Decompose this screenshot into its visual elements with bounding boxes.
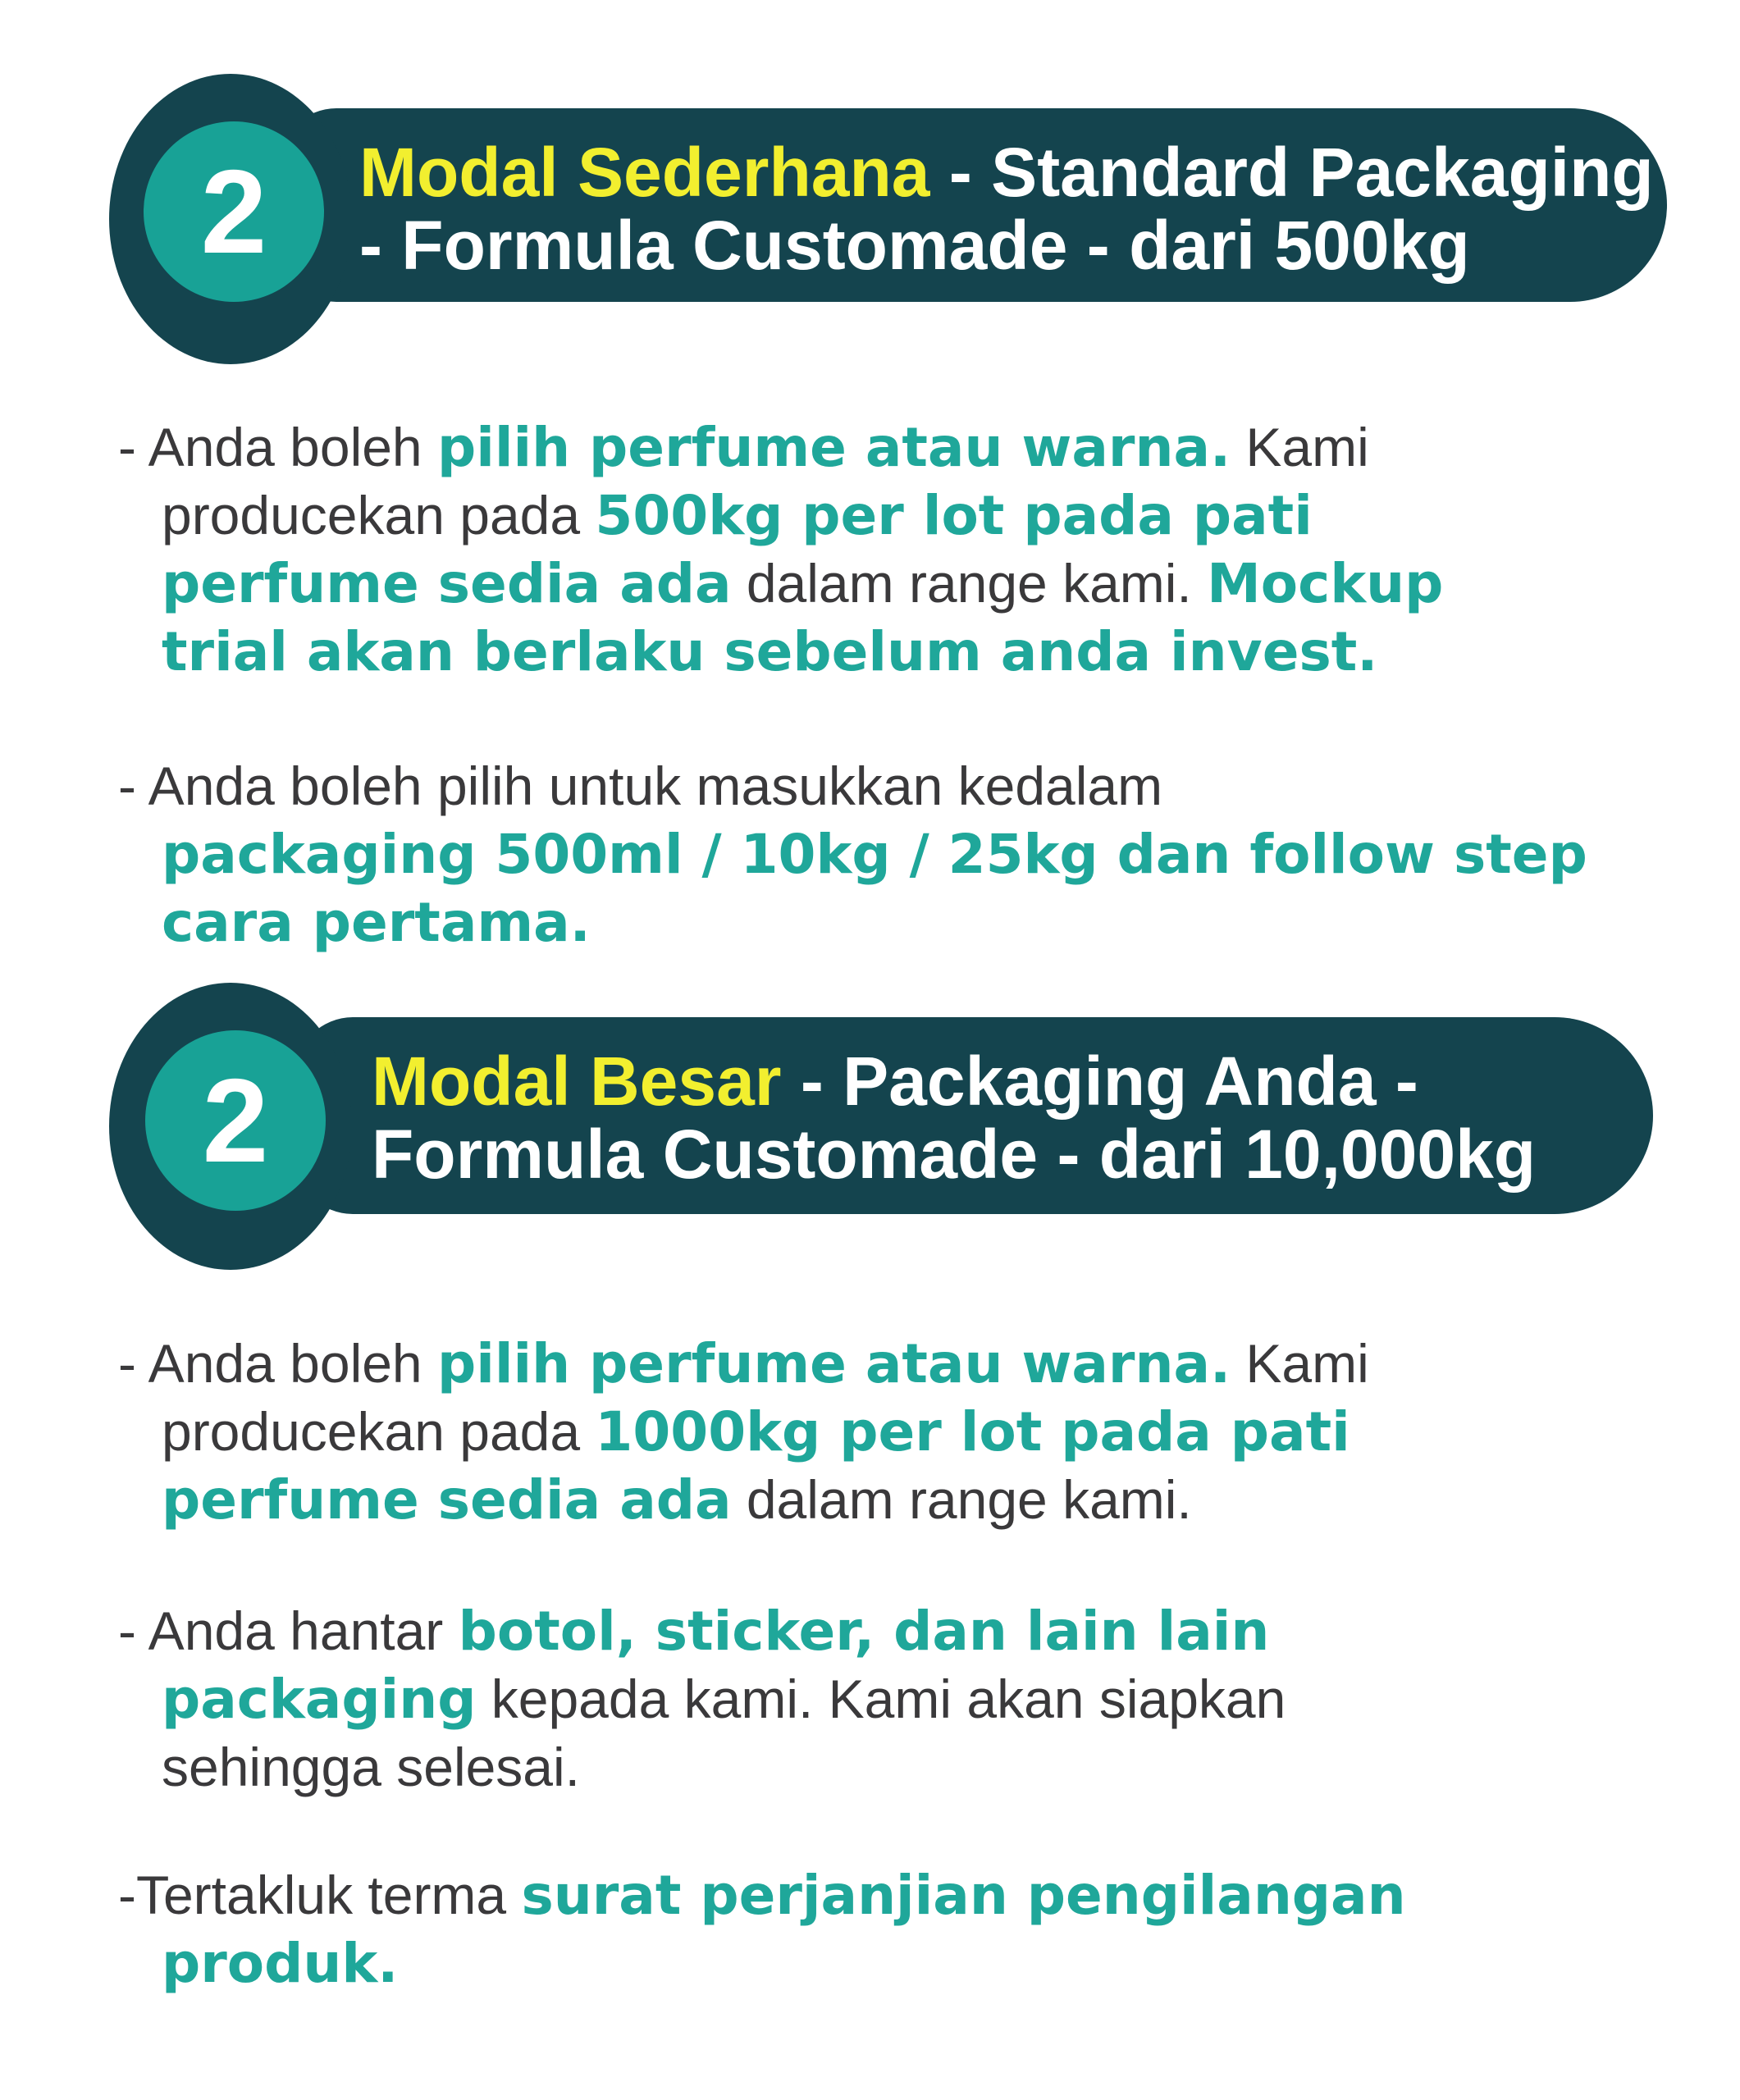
header-pill-modal-besar — [295, 1017, 1653, 1214]
text-line — [118, 1733, 1286, 1801]
text-run: perfume sedia ada — [162, 1468, 732, 1532]
text-run: - Anda boleh — [118, 1333, 437, 1394]
text-run: dalam range kami. — [731, 1469, 1192, 1530]
text-run: - Anda boleh — [118, 417, 437, 477]
text-line — [118, 618, 1443, 686]
text-run: surat perjanjian pengilangan — [521, 1864, 1406, 1927]
step-number: 2 — [202, 1053, 269, 1187]
text-line — [118, 1665, 1286, 1733]
text-run: - Anda hantar — [118, 1600, 459, 1661]
text-run: dalam range kami. — [731, 553, 1208, 614]
text-line — [118, 482, 1443, 550]
text-run: 500kg per lot pada pati — [595, 484, 1313, 547]
text-run: produk. — [162, 1932, 399, 1995]
text-run: Kami — [1231, 417, 1369, 477]
header-pill-modal-sederhana — [279, 108, 1667, 302]
text-line — [118, 752, 1587, 820]
step-badge — [144, 121, 324, 302]
text-run: producekan pada — [162, 1401, 596, 1462]
text-run: botol, sticker, dan lain lain — [458, 1600, 1270, 1663]
text-run: - Formula Customade - dari 500kg — [359, 207, 1470, 284]
text-line — [118, 1929, 1406, 1997]
text-run: 1000kg per lot pada pati — [595, 1400, 1350, 1463]
text-line — [118, 1861, 1406, 1929]
text-line — [118, 1398, 1369, 1466]
text-run: producekan pada — [162, 485, 596, 546]
text-run: kepada kami. Kami akan siapkan — [476, 1669, 1286, 1729]
text-run: -Tertakluk terma — [118, 1865, 522, 1925]
text-run: packaging 500ml / 10kg / 25kg dan follow step — [162, 823, 1587, 886]
text-run: cara pertama. — [162, 891, 591, 954]
text-line — [118, 820, 1587, 888]
text-line — [372, 1045, 1653, 1118]
paragraph-hantar-packaging — [118, 1597, 1286, 1801]
text-run: packaging — [162, 1668, 477, 1731]
text-run: perfume sedia ada — [162, 552, 732, 615]
paragraph-perfume-500kg — [118, 413, 1443, 686]
text-run: Modal Sederhana — [359, 134, 930, 211]
paragraph-terma-perjanjian — [118, 1861, 1406, 1997]
text-line — [372, 1118, 1653, 1191]
paragraph-perfume-1000kg — [118, 1330, 1369, 1534]
text-run: - Anda boleh pilih untuk masukkan kedalam — [118, 756, 1163, 816]
text-run: pilih perfume atau warna. — [436, 416, 1231, 479]
text-run: Formula Customade - dari 10,000kg — [372, 1116, 1537, 1193]
text-run: Modal Besar — [372, 1043, 782, 1120]
text-line — [118, 1466, 1369, 1534]
paragraph-packaging-options — [118, 752, 1587, 956]
text-run: trial akan berlaku sebelum anda invest. — [162, 620, 1378, 683]
text-line — [118, 1330, 1369, 1398]
text-run: - Packaging Anda - — [781, 1043, 1418, 1120]
text-run: Mockup — [1207, 552, 1444, 615]
text-line — [118, 888, 1587, 956]
header-title — [279, 108, 1667, 282]
text-run: - Standard Packaging — [929, 134, 1654, 211]
text-line — [118, 1597, 1286, 1665]
text-line — [359, 209, 1667, 282]
text-run: sehingga selesai. — [162, 1737, 581, 1797]
text-run: pilih perfume atau warna. — [436, 1332, 1231, 1395]
step-number: 2 — [200, 144, 267, 278]
step-badge — [145, 1030, 326, 1211]
text-run: Kami — [1231, 1333, 1369, 1394]
text-line — [118, 413, 1443, 482]
header-title — [295, 1017, 1653, 1191]
text-line — [359, 136, 1667, 209]
text-line — [118, 550, 1443, 618]
